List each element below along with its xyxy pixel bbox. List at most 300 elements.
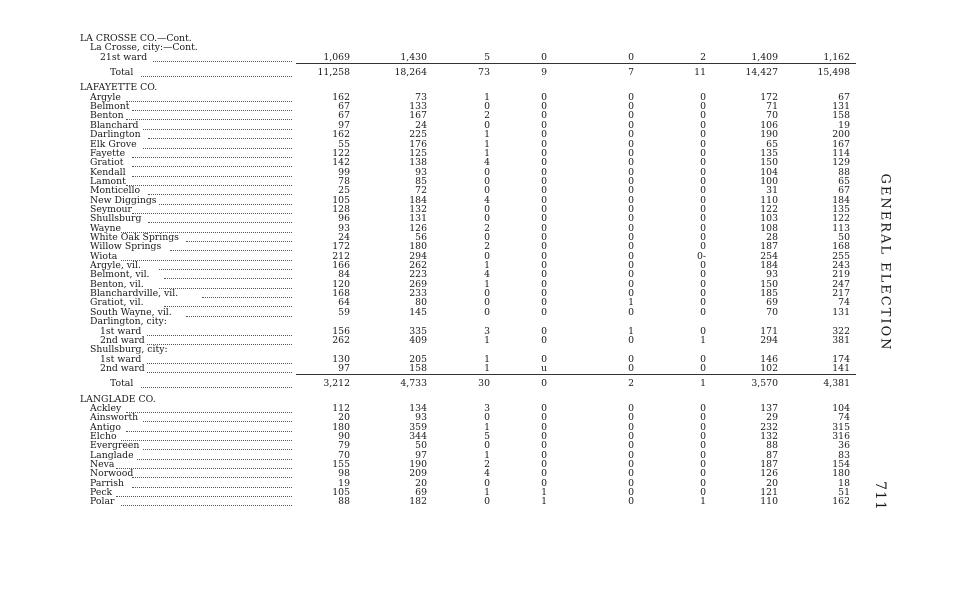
cell-col-7: 190 xyxy=(760,129,778,141)
row-label: Neva xyxy=(90,459,115,471)
cell-col-6: 0 xyxy=(700,468,706,480)
cell-col-2: 132 xyxy=(409,203,427,215)
cell-col-2: 184 xyxy=(409,194,427,206)
cell-col-6: 0 xyxy=(700,297,706,309)
cell-col-8: 74 xyxy=(838,412,850,424)
row-label: White Oak Springs xyxy=(90,232,179,243)
cell-col-8: 135 xyxy=(832,203,850,215)
cell-col-5: 0 xyxy=(628,306,634,318)
cell-col-4: 0 xyxy=(541,157,547,169)
cell-col-8: 4,381 xyxy=(823,378,850,390)
cell-col-4: 0 xyxy=(541,325,547,337)
cell-col-6: 1 xyxy=(700,496,706,508)
cell-col-4: 0 xyxy=(541,175,547,187)
row-label: LAFAYETTE CO. xyxy=(80,82,158,94)
cell-col-2: 85 xyxy=(415,175,427,187)
cell-col-1: 3,212 xyxy=(323,378,350,390)
cell-col-6: 0 xyxy=(700,278,706,290)
cell-col-5: 0 xyxy=(628,278,634,290)
cell-col-5: 0 xyxy=(628,147,634,159)
row-label: Wiota xyxy=(90,250,118,262)
cell-col-3: 5 xyxy=(484,431,490,442)
cell-col-1: 156 xyxy=(332,325,350,337)
cell-col-1: 166 xyxy=(332,260,350,272)
table-row xyxy=(0,364,870,374)
total-row xyxy=(0,68,870,78)
cell-col-3: 1 xyxy=(484,334,490,346)
cell-col-1: 59 xyxy=(338,306,350,318)
cell-col-6: 0 xyxy=(700,325,706,337)
cell-col-7: 150 xyxy=(760,157,778,169)
cell-col-4: 0 xyxy=(541,110,547,122)
cell-col-5: 0 xyxy=(628,412,634,424)
row-label: Willow Springs xyxy=(90,241,162,253)
cell-col-7: 122 xyxy=(760,203,778,215)
cell-col-6: 0 xyxy=(700,362,706,374)
cell-col-8: 50 xyxy=(838,232,850,243)
row-label: Polar xyxy=(90,496,115,508)
cell-col-7: 106 xyxy=(760,119,778,131)
cell-col-4: 0 xyxy=(541,334,547,346)
row-label: Belmont xyxy=(90,101,130,113)
cell-col-8: 18 xyxy=(838,477,850,489)
cell-col-6: 0 xyxy=(700,431,706,442)
cell-col-4: 0 xyxy=(541,269,547,281)
cell-col-5: 0 xyxy=(628,91,634,103)
cell-col-7: 150 xyxy=(760,278,778,290)
cell-col-6: 0 xyxy=(700,353,706,365)
cell-col-4: 0 xyxy=(541,51,547,63)
row-label: Total xyxy=(110,378,134,390)
cell-col-8: 168 xyxy=(832,241,850,253)
cell-col-7: 100 xyxy=(760,175,778,187)
cell-col-8: 1,162 xyxy=(823,51,850,63)
cell-col-4: 0 xyxy=(541,459,547,471)
cell-col-4: 1 xyxy=(541,487,547,499)
cell-col-4: 0 xyxy=(541,449,547,461)
cell-col-5: 0 xyxy=(628,288,634,300)
cell-col-3: 2 xyxy=(484,110,490,122)
cell-col-7: 102 xyxy=(760,362,778,374)
row-label: Shullsburg, city: xyxy=(90,344,168,356)
cell-col-8: 154 xyxy=(832,459,850,471)
cell-col-2: 294 xyxy=(409,250,427,262)
cell-col-1: 112 xyxy=(332,402,350,414)
cell-col-8: 316 xyxy=(832,431,850,442)
cell-col-8: 131 xyxy=(832,101,850,113)
cell-col-7: 20 xyxy=(766,477,778,489)
cell-col-5: 0 xyxy=(628,477,634,489)
cell-col-5: 0 xyxy=(628,487,634,499)
cell-col-7: 187 xyxy=(760,241,778,253)
row-label: Norwood xyxy=(90,468,134,480)
table-row xyxy=(0,497,870,507)
cell-col-8: 114 xyxy=(832,147,850,159)
cell-col-4: 0 xyxy=(541,260,547,272)
row-label: Parrish xyxy=(90,477,125,489)
cell-col-2: 145 xyxy=(409,306,427,318)
cell-col-8: 315 xyxy=(832,421,850,433)
cell-col-1: 78 xyxy=(338,175,350,187)
cell-col-6: 0 xyxy=(700,119,706,131)
row-label: Wayne xyxy=(90,222,122,234)
cell-col-4: 0 xyxy=(541,185,547,197)
cell-col-1: 90 xyxy=(338,431,350,442)
row-label: LANGLADE CO. xyxy=(80,393,156,405)
cell-col-8: 122 xyxy=(832,213,850,225)
cell-col-7: 87 xyxy=(766,449,778,461)
row-label: Peck xyxy=(90,487,113,499)
cell-col-6: 0 xyxy=(700,101,706,113)
cell-col-3: 0 xyxy=(484,213,490,225)
cell-col-6: 0 xyxy=(700,166,706,178)
cell-col-2: 158 xyxy=(409,362,427,374)
cell-col-1: 11,258 xyxy=(317,67,350,79)
cell-col-5: 0 xyxy=(628,213,634,225)
cell-col-5: 0 xyxy=(628,269,634,281)
cell-col-4: 0 xyxy=(541,402,547,414)
cell-col-4: 0 xyxy=(541,468,547,480)
cell-col-8: 15,498 xyxy=(817,67,850,79)
cell-col-8: 74 xyxy=(838,297,850,309)
cell-col-8: 129 xyxy=(832,157,850,169)
cell-col-5: 0 xyxy=(628,232,634,243)
cell-col-2: 409 xyxy=(409,334,427,346)
cell-col-7: 185 xyxy=(760,288,778,300)
cell-col-7: 69 xyxy=(766,297,778,309)
cell-col-1: 172 xyxy=(332,241,350,253)
cell-col-3: 1 xyxy=(484,449,490,461)
cell-col-4: 0 xyxy=(541,119,547,131)
cell-col-8: 162 xyxy=(832,496,850,508)
cell-col-1: 24 xyxy=(338,232,350,243)
cell-col-7: 104 xyxy=(760,166,778,178)
running-head: GENERAL ELECTION xyxy=(877,173,893,352)
cell-col-3: 4 xyxy=(484,157,490,169)
cell-col-3: 1 xyxy=(484,138,490,150)
cell-col-5: 0 xyxy=(628,334,634,346)
cell-col-1: 67 xyxy=(338,101,350,113)
row-label: LA CROSSE CO.—Cont. xyxy=(80,33,192,44)
cell-col-8: 255 xyxy=(832,250,850,262)
cell-col-6: 0 xyxy=(700,260,706,272)
leader-dots xyxy=(141,76,292,77)
cell-col-3: 1 xyxy=(484,362,490,374)
cell-col-4: 0 xyxy=(541,203,547,215)
cell-col-4: 0 xyxy=(541,91,547,103)
cell-col-6: 0 xyxy=(700,288,706,300)
cell-col-2: 18,264 xyxy=(394,67,427,79)
cell-col-5: 0 xyxy=(628,241,634,253)
cell-col-3: 1 xyxy=(484,353,490,365)
cell-col-8: 219 xyxy=(832,269,850,281)
cell-col-7: 135 xyxy=(760,147,778,159)
cell-col-6: 0 xyxy=(700,440,706,452)
leader-dots xyxy=(141,387,292,388)
cell-col-5: 7 xyxy=(628,67,634,79)
row-label: Shullsburg xyxy=(90,213,142,225)
cell-col-8: 19 xyxy=(838,119,850,131)
leader-dots xyxy=(147,372,292,373)
cell-col-2: 69 xyxy=(415,487,427,499)
row-label: 2nd ward xyxy=(100,362,145,374)
cell-col-3: 1 xyxy=(484,129,490,141)
cell-col-5: 0 xyxy=(628,51,634,63)
cell-col-7: 103 xyxy=(760,213,778,225)
cell-col-7: 110 xyxy=(760,496,778,508)
cell-col-6: 0 xyxy=(700,477,706,489)
cell-col-6: 0 xyxy=(700,129,706,141)
row-label: Lamont xyxy=(90,175,126,187)
cell-col-3: 0 xyxy=(484,440,490,452)
cell-col-2: 182 xyxy=(409,496,427,508)
cell-col-2: 269 xyxy=(409,278,427,290)
cell-col-6: 0 xyxy=(700,222,706,234)
row-label: La Crosse, city:—Cont. xyxy=(90,42,198,54)
cell-col-4: 0 xyxy=(541,378,547,390)
cell-col-7: 137 xyxy=(760,402,778,414)
cell-col-7: 14,427 xyxy=(745,67,778,79)
cell-col-4: 0 xyxy=(541,250,547,262)
cell-col-4: 0 xyxy=(541,440,547,452)
cell-col-1: 128 xyxy=(332,203,350,215)
cell-col-8: 200 xyxy=(832,129,850,141)
cell-col-3: 1 xyxy=(484,421,490,433)
total-row xyxy=(0,379,870,389)
cell-col-4: 0 xyxy=(541,222,547,234)
cell-col-5: 0 xyxy=(628,421,634,433)
cell-col-1: 162 xyxy=(332,129,350,141)
cell-col-2: 73 xyxy=(415,91,427,103)
cell-col-3: 3 xyxy=(484,402,490,414)
cell-col-2: 176 xyxy=(409,138,427,150)
cell-col-7: 93 xyxy=(766,269,778,281)
cell-col-8: 247 xyxy=(832,278,850,290)
cell-col-4: 0 xyxy=(541,241,547,253)
cell-col-8: 167 xyxy=(832,138,850,150)
cell-col-3: 0 xyxy=(484,306,490,318)
cell-col-5: 0 xyxy=(628,260,634,272)
cell-col-6: 0 xyxy=(700,459,706,471)
cell-col-6: 0 xyxy=(700,138,706,150)
cell-col-1: 105 xyxy=(332,194,350,206)
row-label: 21st ward xyxy=(100,51,148,63)
cell-col-5: 0 xyxy=(628,222,634,234)
cell-col-2: 167 xyxy=(409,110,427,122)
cell-col-7: 1,409 xyxy=(751,51,778,63)
cell-col-7: 29 xyxy=(766,412,778,424)
cell-col-3: 0 xyxy=(484,203,490,215)
cell-col-5: 0 xyxy=(628,362,634,374)
row-label: Evergreen xyxy=(90,440,140,452)
cell-col-6: 0 xyxy=(700,157,706,169)
row-label: Argyle, vil. xyxy=(90,260,141,272)
row-label: Ainsworth xyxy=(90,412,139,424)
total-rule xyxy=(296,63,856,64)
cell-col-4: 0 xyxy=(541,101,547,113)
page-number: 711 xyxy=(872,481,888,511)
cell-col-5: 0 xyxy=(628,129,634,141)
cell-col-3: 0 xyxy=(484,232,490,243)
row-label: Elcho xyxy=(90,431,117,442)
cell-col-4: 0 xyxy=(541,306,547,318)
cell-col-7: 232 xyxy=(760,421,778,433)
cell-col-6: 1 xyxy=(700,334,706,346)
cell-col-7: 126 xyxy=(760,468,778,480)
cell-col-6: 0 xyxy=(700,91,706,103)
cell-col-2: 126 xyxy=(409,222,427,234)
cell-col-5: 0 xyxy=(628,402,634,414)
cell-col-7: 88 xyxy=(766,440,778,452)
cell-col-6: 0 xyxy=(700,449,706,461)
cell-col-4: 1 xyxy=(541,496,547,508)
cell-col-2: 205 xyxy=(409,353,427,365)
cell-col-5: 0 xyxy=(628,138,634,150)
cell-col-4: 0 xyxy=(541,412,547,424)
row-label: Darlington xyxy=(90,129,141,141)
cell-col-3: 2 xyxy=(484,459,490,471)
cell-col-5: 0 xyxy=(628,157,634,169)
cell-col-1: 105 xyxy=(332,487,350,499)
cell-col-2: 93 xyxy=(415,166,427,178)
row-label: Kendall xyxy=(90,166,126,178)
cell-col-4: 0 xyxy=(541,213,547,225)
cell-col-3: 0 xyxy=(484,101,490,113)
cell-col-6: 0 xyxy=(700,269,706,281)
cell-col-4: 0 xyxy=(541,129,547,141)
cell-col-1: 180 xyxy=(332,421,350,433)
cell-col-4: 0 xyxy=(541,232,547,243)
table-row xyxy=(0,53,870,63)
cell-col-3: 4 xyxy=(484,468,490,480)
cell-col-5: 0 xyxy=(628,175,634,187)
cell-col-2: 1,430 xyxy=(400,51,427,63)
cell-col-5: 0 xyxy=(628,353,634,365)
cell-col-3: 0 xyxy=(484,496,490,508)
row-label: Gratiot xyxy=(90,157,124,169)
cell-col-3: 0 xyxy=(484,412,490,424)
cell-col-7: 3,570 xyxy=(751,378,778,390)
row-label: 1st ward xyxy=(100,353,142,365)
cell-col-1: 97 xyxy=(338,119,350,131)
cell-col-4: 0 xyxy=(541,147,547,159)
cell-col-2: 20 xyxy=(415,477,427,489)
cell-col-7: 187 xyxy=(760,459,778,471)
cell-col-2: 93 xyxy=(415,412,427,424)
cell-col-8: 174 xyxy=(832,353,850,365)
cell-col-4: u xyxy=(541,362,547,374)
cell-col-6: 0 xyxy=(700,213,706,225)
cell-col-8: 131 xyxy=(832,306,850,318)
cell-col-8: 217 xyxy=(832,288,850,300)
cell-col-6: 0 xyxy=(700,306,706,318)
cell-col-6: 0- xyxy=(696,250,706,262)
cell-col-6: 1 xyxy=(700,378,706,390)
cell-col-1: 262 xyxy=(332,334,350,346)
cell-col-3: 2 xyxy=(484,222,490,234)
row-label: South Wayne, vil. xyxy=(90,306,172,318)
cell-col-1: 120 xyxy=(332,278,350,290)
cell-col-1: 84 xyxy=(338,269,350,281)
cell-col-1: 130 xyxy=(332,353,350,365)
cell-col-1: 122 xyxy=(332,147,350,159)
leader-dots xyxy=(121,505,292,506)
cell-col-3: 4 xyxy=(484,269,490,281)
row-label: Monticello xyxy=(90,185,141,197)
cell-col-8: 88 xyxy=(838,166,850,178)
cell-col-2: 209 xyxy=(409,468,427,480)
cell-col-5: 0 xyxy=(628,431,634,442)
row-label: Langlade xyxy=(90,449,134,461)
cell-col-2: 72 xyxy=(415,185,427,197)
cell-col-3: 0 xyxy=(484,250,490,262)
cell-col-6: 0 xyxy=(700,402,706,414)
cell-col-7: 70 xyxy=(766,110,778,122)
cell-col-2: 133 xyxy=(409,101,427,113)
cell-col-1: 25 xyxy=(338,185,350,197)
cell-col-2: 97 xyxy=(415,449,427,461)
cell-col-3: 0 xyxy=(484,166,490,178)
cell-col-7: 108 xyxy=(760,222,778,234)
cell-col-3: 4 xyxy=(484,194,490,206)
row-label: Fayette xyxy=(90,147,126,159)
cell-col-7: 31 xyxy=(766,185,778,197)
cell-col-5: 0 xyxy=(628,203,634,215)
cell-col-8: 83 xyxy=(838,449,850,461)
cell-col-8: 67 xyxy=(838,91,850,103)
cell-col-7: 294 xyxy=(760,334,778,346)
cell-col-5: 0 xyxy=(628,250,634,262)
cell-col-6: 0 xyxy=(700,412,706,424)
cell-col-4: 0 xyxy=(541,288,547,300)
cell-col-5: 0 xyxy=(628,185,634,197)
row-label: Blanchardville, vil. xyxy=(90,288,179,300)
cell-col-2: 262 xyxy=(409,260,427,272)
cell-col-8: 243 xyxy=(832,260,850,272)
cell-col-5: 1 xyxy=(628,325,634,337)
cell-col-6: 2 xyxy=(700,51,706,63)
cell-col-7: 184 xyxy=(760,260,778,272)
row-label: Darlington, city: xyxy=(90,316,167,328)
cell-col-3: 0 xyxy=(484,185,490,197)
cell-col-1: 70 xyxy=(338,449,350,461)
cell-col-5: 0 xyxy=(628,468,634,480)
cell-col-8: 141 xyxy=(832,362,850,374)
cell-col-3: 0 xyxy=(484,119,490,131)
cell-col-4: 0 xyxy=(541,278,547,290)
cell-col-6: 0 xyxy=(700,185,706,197)
row-label: New Diggings xyxy=(90,194,157,206)
total-rule xyxy=(296,374,856,375)
cell-col-1: 212 xyxy=(332,250,350,262)
cell-col-6: 0 xyxy=(700,487,706,499)
cell-col-2: 131 xyxy=(409,213,427,225)
cell-col-8: 51 xyxy=(838,487,850,499)
cell-col-8: 113 xyxy=(832,222,850,234)
row-label: Total xyxy=(110,67,134,79)
cell-col-3: 30 xyxy=(478,378,490,390)
cell-col-1: 99 xyxy=(338,166,350,178)
cell-col-8: 36 xyxy=(838,440,850,452)
row-label: Ackley xyxy=(90,402,122,414)
cell-col-3: 73 xyxy=(478,67,490,79)
cell-col-6: 0 xyxy=(700,203,706,215)
cell-col-3: 1 xyxy=(484,147,490,159)
cell-col-1: 93 xyxy=(338,222,350,234)
cell-col-2: 223 xyxy=(409,269,427,281)
cell-col-1: 20 xyxy=(338,412,350,424)
cell-col-4: 0 xyxy=(541,138,547,150)
